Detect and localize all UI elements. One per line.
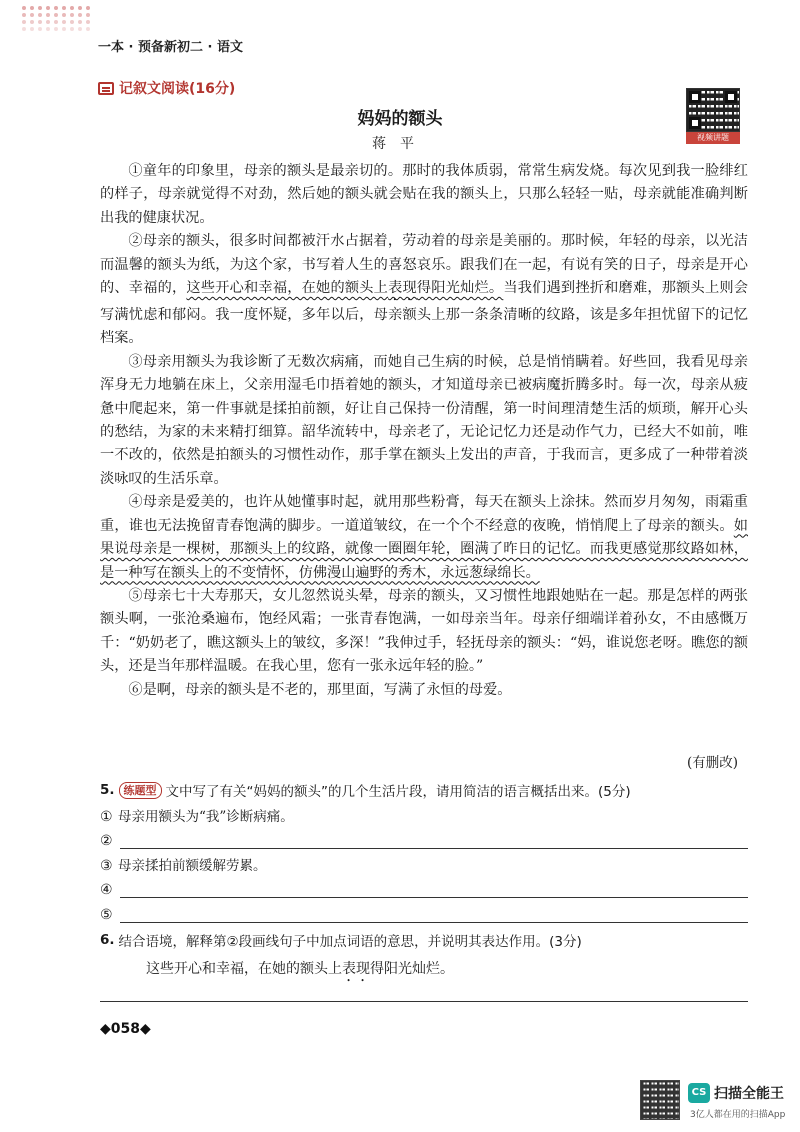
dotted-word: 表现 (342, 961, 370, 977)
dotted-word: 表现 (388, 280, 417, 297)
p4-underlined-sentence: 如果说母亲是一棵树，那额头上的纹路，就像一圈圈年轮，圈满了昨日的记忆。而我更感觉那纹路如林，是一种写在额头上的不变情怀，仿佛漫山遍野的秀木，永远葱绿绵长。 (100, 517, 748, 581)
decorative-dots (22, 6, 92, 34)
blank-line[interactable] (120, 882, 748, 898)
answer-line[interactable]: ⑤ (100, 898, 748, 923)
underlined-part-1: 这些开心和幸福，在她的额头上 (186, 280, 389, 297)
question-type-badge: 练题型 (119, 782, 162, 799)
question-number: 6. (100, 932, 115, 948)
question-5 (100, 780, 748, 923)
underlined-sentence (186, 280, 503, 296)
scanner-logo-icon: CS (688, 1083, 710, 1103)
blank-line[interactable] (120, 833, 748, 849)
question-6-head (100, 930, 748, 950)
p2-text-after: 当我们遇到挫折和磨难，那额头上则会写满忧虑和郁闷。我一度怀疑，多年以后，母亲额头上那一条条清晰的纹路，该是多年担忧留下的记忆档案。 (100, 280, 748, 347)
paragraph-6: ⑥是啊，母亲的额头是不老的，那里面，写满了永恒的母爱。 (128, 681, 512, 698)
quoted-sentence: 这些开心和幸福，在她的额头上表现得阳光灿烂。 (146, 961, 454, 977)
page-number: ◆058◆ (100, 1021, 151, 1037)
question-number: 5. (100, 782, 115, 798)
paragraph-1: ①童年的印象里，母亲的额头是最亲切的。那时的我体质弱，常常生病发烧。每次见到我一脸绯红的样子，母亲就觉得不对劲，然后她的额头就会贴在我的额头上，只那么轻轻一贴，母亲就能准确判断出我的健康状况。 (100, 163, 748, 226)
section-title (98, 78, 235, 98)
scanner-slogan: 3亿人都在用的扫描App (690, 1110, 786, 1120)
answer-line[interactable]: ① 母亲用额头为“我”诊断病痛。 (100, 808, 294, 825)
page-header: 一本 · 预备新初二 · 语文 (98, 40, 243, 55)
question-6 (100, 930, 748, 1002)
paragraph-4 (100, 491, 748, 585)
p2-text-before: ②母亲的额头，很多时间都被汗水占据着，劳动着的母亲是美丽的。那时候，年轻的母亲，以光洁而温馨的额头为纸，为这个家，书写着人生的喜怒哀乐。跟我们在一起，有说有笑的日子，母亲是开心的、幸福的， (100, 233, 748, 297)
section-label: 记叙文阅读(16分) (119, 81, 236, 97)
paragraph-3: ③母亲用额头为我诊断了无数次病痛，而她自己生病的时候，总是悄悄瞒着。好些回，我看见母亲浑身无力地躺在床上，父亲用湿毛巾捂着她的额头，才知道母亲已被病魔折腾多时。每一次，母亲从疲惫中爬起来，第一件事就是揉拍前额，好让自己保持一份清醒，第一时间理清楚生活的烦琐，解开心头的愁结，为家的未来精打细算。韶华流转中，母亲老了，无论记忆力还是动作气力，已经大不如前，唯一不改的，依然是拍额头的习惯性动作，那手掌在额头上发出的声音，于我而言，更多成了一种带着淡淡咏叹的生活乐章。 (100, 353, 748, 487)
article-title: 妈妈的额头 (357, 109, 443, 129)
book-icon (98, 82, 114, 95)
article-author: 蒋平 (372, 136, 428, 152)
underlined-part-2: 得阳光灿烂。 (416, 280, 504, 297)
blank-line[interactable] (120, 907, 748, 923)
scanner-qr-icon (640, 1080, 680, 1120)
p4-text-before: ④母亲是爱美的，也许从她懂事时起，就用那些粉膏，每天在额头上涂抹。然而岁月匆匆，雨霜重重，谁也无法挽留青春饱满的脚步。一道道皱纹，在一个个不经意的夜晚，悄悄爬上了母亲的额头。 (100, 494, 748, 534)
question-text: 结合语境，解释第②段画线句子中加点词语的意思，并说明其表达作用。(3分) (118, 934, 582, 950)
qr-caption: 视频讲题 (686, 132, 740, 144)
scanner-app-name: 扫描全能王 (714, 1086, 784, 1102)
edit-note: (有删改) (686, 755, 738, 771)
question-text: 文中写了有关“妈妈的额头”的几个生活片段，请用简洁的语言概括出来。(5分) (165, 784, 631, 800)
question-5-head (100, 780, 748, 800)
answer-line[interactable]: ② (100, 825, 748, 850)
blank-line[interactable] (100, 1001, 748, 1002)
article-body (100, 160, 748, 702)
paragraph-2 (100, 230, 748, 351)
paragraph-5: ⑤母亲七十大寿那天，女儿忽然说头晕，母亲的额头，又习惯性地跟她贴在一起。那是怎样的两张额头啊，一张沧桑遍布，饱经风霜；一张青春饱满，一如母亲当年。母亲仔细端详着孙女，不由感慨万千：“奶奶老了，瞧这额头上的皱纹，多深！”我伸过手，轻抚母亲的额头：“妈，谁说您老呀。瞧您的额头，还是当年那样温暖。在我心里，您有一张永远年轻的脸。” (100, 587, 748, 675)
answer-line[interactable]: ④ (100, 874, 748, 899)
answer-line[interactable]: ③ 母亲揉拍前额缓解劳累。 (100, 857, 267, 874)
